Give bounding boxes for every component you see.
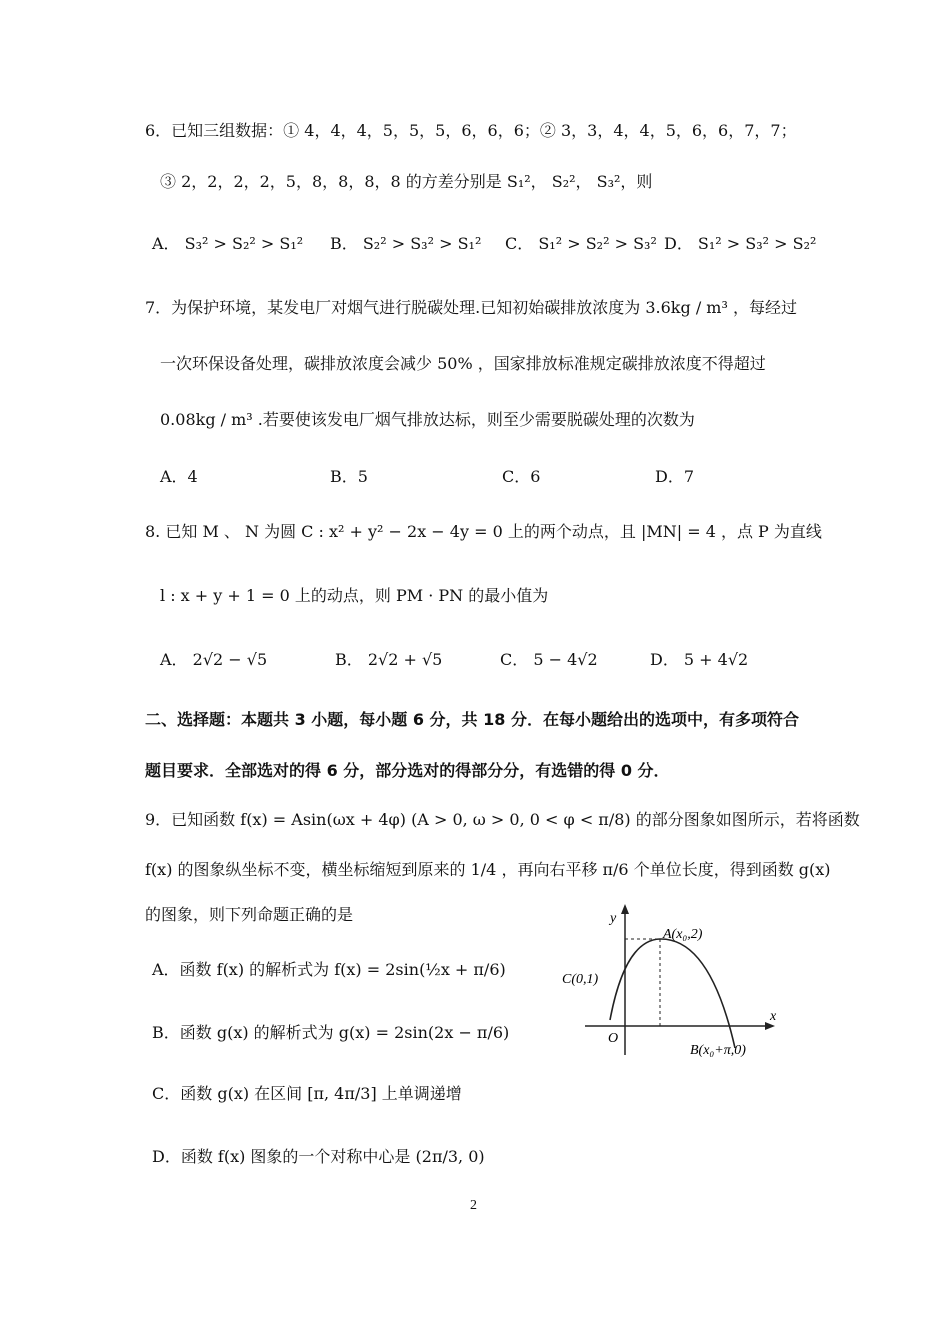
- x-axis-label: x: [770, 1009, 777, 1024]
- q7-option-b: B．5: [330, 467, 368, 486]
- sine-curve: [610, 939, 735, 1048]
- page-number: 2: [470, 1198, 477, 1213]
- q7-option-a: A．4: [160, 467, 198, 486]
- q7-line-3: 0.08kg / m³ .若要使该发电厂烟气排放达标，则至少需要脱碳处理的次数为: [160, 410, 695, 429]
- q9-line-3: 的图象，则下列命题正确的是: [145, 905, 354, 924]
- q7-option-d: D．7: [655, 467, 695, 486]
- q9-line-2: f(x) 的图象纵坐标不变，横坐标缩短到原来的 1/4 ，再向右平移 π/6 个单位长度，得到函数 g(x): [145, 860, 831, 879]
- q8-option-c: C． 5 − 4√2: [500, 650, 598, 669]
- q8-option-d: D． 5 + 4√2: [650, 650, 749, 669]
- q9-function-graph: [560, 900, 790, 1065]
- q7-option-c: C．6: [502, 467, 541, 486]
- point-b-label: B(x₀+π,0): [690, 1043, 746, 1058]
- q9-option-c: C．函数 g(x) 在区间 [π, 4π/3] 上单调递增: [152, 1084, 462, 1103]
- y-axis-label: y: [610, 911, 617, 926]
- q9-option-a: A．函数 f(x) 的解析式为 f(x) = 2sin(½x + π/6): [152, 960, 506, 979]
- q6-option-a: A． S₃² > S₂² > S₁²: [152, 234, 304, 253]
- q9-option-d: D．函数 f(x) 图象的一个对称中心是 (2π/3, 0): [152, 1147, 485, 1166]
- q8-option-b: B． 2√2 + √5: [335, 650, 443, 669]
- section-2-heading-line-2: 题目要求．全部选对的得 6 分，部分选对的得部分分，有选错的得 0 分．: [145, 761, 670, 780]
- q8-line-1: 8. 已知 M 、 N 为圆 C : x² + y² − 2x − 4y = 0 上的两个动点，且 |MN| = 4 ，点 P 为直线: [145, 522, 822, 541]
- q7-line-1: 7．为保护环境，某发电厂对烟气进行脱碳处理.已知初始碳排放浓度为 3.6kg / m³ ，每经过: [145, 298, 797, 317]
- q6-option-b: B． S₂² > S₃² > S₁²: [330, 234, 482, 253]
- q6-line-2: ③ 2，2，2，2，5，8，8，8，8 的方差分别是 S₁²， S₂²， S₃²，则: [160, 172, 653, 191]
- q7-line-2: 一次环保设备处理，碳排放浓度会减少 50% ，国家排放标准规定碳排放浓度不得超过: [160, 354, 766, 373]
- point-a-label: A(x₀,2): [663, 927, 703, 942]
- q6-line-1: 6．已知三组数据：① 4，4，4，5，5，5，6，6，6；② 3，3，4，4，5，6，6，7，7；: [145, 121, 797, 140]
- point-c-label: C(0,1): [562, 972, 599, 987]
- origin-label: O: [608, 1031, 619, 1046]
- q6-option-d: D． S₁² > S₃² > S₂²: [664, 234, 817, 253]
- y-axis-arrow-icon: [621, 904, 629, 914]
- q6-option-c: C． S₁² > S₂² > S₃²: [505, 234, 657, 253]
- q8-line-2: l : x + y + 1 = 0 上的动点，则 PM · PN 的最小值为: [160, 586, 549, 605]
- q8-option-a: A． 2√2 − √5: [160, 650, 268, 669]
- q9-line-1: 9．已知函数 f(x) = Asin(ωx + 4φ) (A > 0, ω > 0, 0 < φ < π/8) 的部分图象如图所示，若将函数: [145, 810, 860, 829]
- q9-option-b: B．函数 g(x) 的解析式为 g(x) = 2sin(2x − π/6): [152, 1023, 510, 1042]
- section-2-heading-line-1: 二、选择题：本题共 3 小题，每小题 6 分，共 18 分．在每小题给出的选项中，有多项符合: [145, 710, 799, 729]
